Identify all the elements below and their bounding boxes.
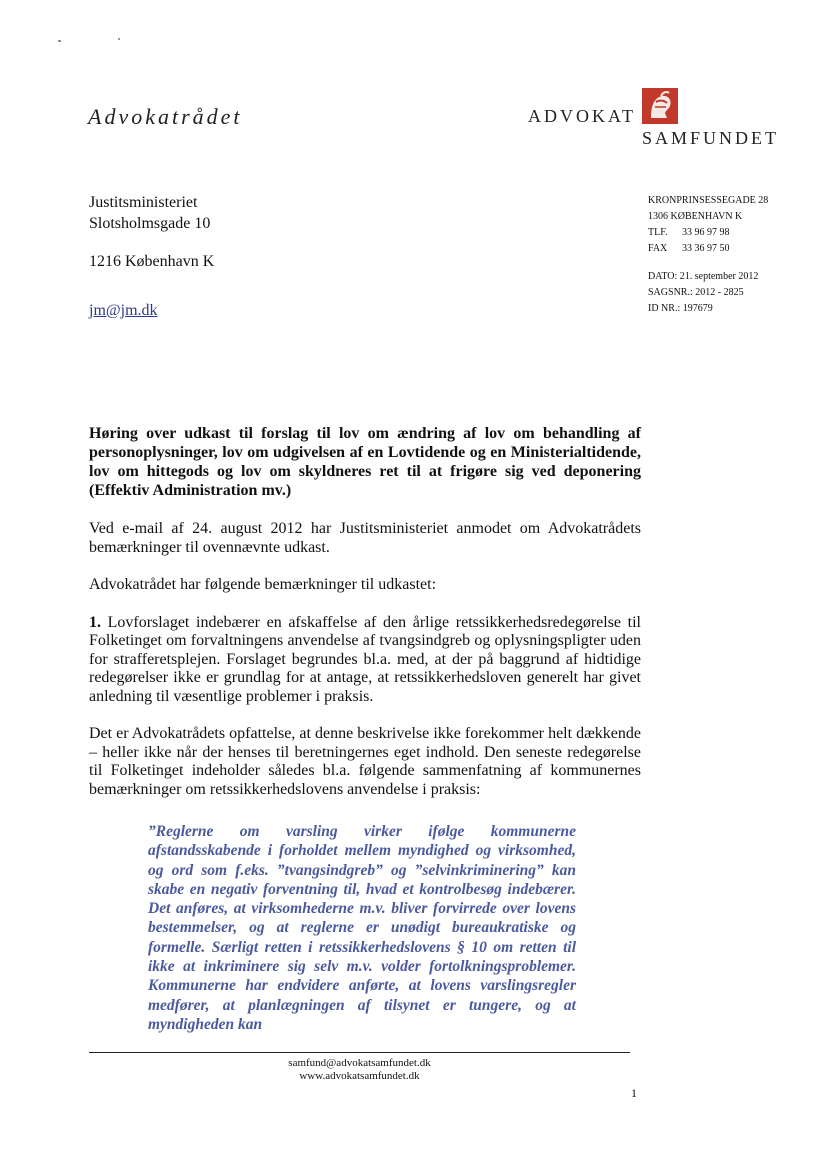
sender-phone bbox=[648, 225, 768, 241]
footer-website: www.advokatsamfundet.dk bbox=[299, 1070, 420, 1082]
paragraph-1: Ved e-mail af 24. august 2012 har Justitsministeriet anmodet om Advokatrådets bemærkninger til ovennævnte udkast. bbox=[89, 520, 641, 556]
sender-city: 1306 KØBENHAVN K bbox=[648, 211, 743, 222]
sender-fax bbox=[648, 241, 768, 257]
footer-divider bbox=[89, 1052, 630, 1053]
footer-email: samfund@advokatsamfundet.dk bbox=[288, 1057, 431, 1069]
letter-subject: Høring over udkast til forslag til lov om ændring af lov om behandling af personoplysninger, lov om udgivelsen af en Lovtidende og en Ministerialtidende, lov om hittegods og lov om skyldneres ret til at frigøre sig ved deponering (Effektiv Administration mv.) bbox=[89, 425, 641, 499]
paragraph-4: Det er Advokatrådets opfattelse, at denne beskrivelse ikke forekommer helt dækkende – heller ikke når der henses til beretningernes eget indhold. Den seneste redegørelse til Folketinget indeholder således bl.a. følgende sammenfatning af kommunernes bemærkninger om retssikkerhedslovens anvendelse i praksis: bbox=[89, 725, 641, 798]
fax-label: FAX bbox=[648, 243, 668, 254]
sender-street: KRONPRINSESSEGADE 28 bbox=[648, 195, 769, 206]
id-number: ID NR.: 197679 bbox=[648, 303, 713, 314]
phone-label: TLF. bbox=[648, 227, 668, 238]
logo-text-advokat: ADVOKAT bbox=[528, 106, 636, 126]
page-footer bbox=[89, 1057, 630, 1083]
fax-number: 33 36 97 50 bbox=[682, 243, 730, 254]
recipient-city: 1216 København K bbox=[89, 253, 215, 270]
scan-speck bbox=[58, 40, 61, 42]
page-number: 1 bbox=[631, 1086, 637, 1100]
knight-helmet-icon bbox=[642, 88, 678, 124]
sender-details bbox=[648, 193, 768, 317]
advokatraadet-name: Advokatrådet bbox=[88, 104, 243, 129]
recipient-street: Slotsholmsgade 10 bbox=[89, 215, 211, 232]
paragraph-2: Advokatrådet har følgende bemærkninger til udkastet: bbox=[89, 576, 437, 593]
recipient-address bbox=[89, 192, 214, 272]
letter-body bbox=[89, 424, 641, 818]
phone-number: 33 96 97 98 bbox=[682, 227, 730, 238]
paragraph-3-text: Lovforslaget indebærer en afskaffelse af den årlige retssikkerhedsredegørelse til Folketinget om forvaltningens anvendelse af tvangsindgreb og oplysningspligter uden for strafferetsplejen. Forslaget begrundes bl.a. med, at der på baggrund af hidtidige redegørelser ikke er grundlag for at antage, at retssikkerhedsloven generelt har givet anledning til væsentlige problemer i praksis. bbox=[89, 613, 641, 705]
paragraph-3 bbox=[89, 614, 641, 707]
recipient-name: Justitsministeriet bbox=[89, 194, 198, 211]
recipient-email-link[interactable]: jm@jm.dk bbox=[89, 302, 158, 319]
section-number: 1. bbox=[89, 613, 101, 631]
letter-date: DATO: 21. september 2012 bbox=[648, 271, 759, 282]
scan-speck bbox=[118, 38, 120, 40]
case-number: SAGSNR.: 2012 - 2825 bbox=[648, 287, 744, 298]
logo-text-samfundet: SAMFUNDET bbox=[642, 128, 780, 148]
block-quote: ”Reglerne om varsling virker ifølge kommunerne afstandsskabende i forholdet mellem myndighed og virksomhed, og ord som f.eks. ”tvangsindgreb” og ”selvinkriminering” kan skabe en negativ forventning til, hvad et kontrolbesøg indebærer. Det anføres, at virksomhederne m.v. bliver forvirrede over lovens bestemmelser, og at reglerne er unødigt bureaukratiske og formelle. Særligt retten i retssikkerhedslovens § 10 om retten til ikke at inkriminere sig selv m.v. volder fortolkningsproblemer. Kommunerne har endvidere anførte, at lovens varslingsregler medfører, at planlægningen af tilsynet er tungere, og at myndigheden kan bbox=[148, 823, 576, 1033]
